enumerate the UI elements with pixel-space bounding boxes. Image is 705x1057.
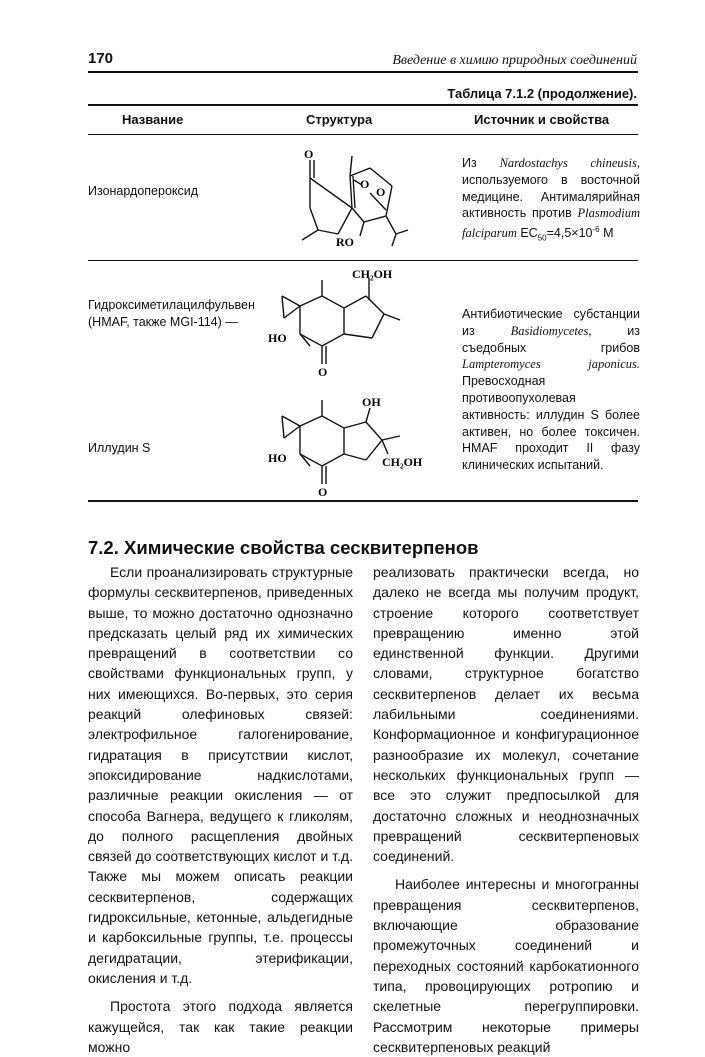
oh-label: OH [362, 395, 381, 409]
organism-name: Plasmodium falciparum [462, 206, 640, 241]
table-header-structure: Структура [306, 112, 373, 127]
paragraph: Если проанализировать структурные формулы сесквитерпенов, приведенных выше, то можно достаточно однозначно предсказать целый ряд их химических превращений в соответствии со свойствами функциональных групп, у них имеющихся. Во-первых, это серия реакций олефиновых связей: электрофильное галогенирование, гидратация в присутствии кислот, эпоксидирование надкислотами, различные реакции окисления — от способа Вагнера, ведущего к гликолям, до полного расщепления двойных связей до соответствующих кислот и т.д. Также мы можем описать реакции сесквитерпенов, содержащих гидроксильные, кетонные, альдегидные и карбоксильные группы, т.е. процессы дегидратации, этерификации, окисления и т.д. [88, 564, 353, 986]
peroxide-o1: O [360, 177, 370, 191]
paragraph: Наиболее интересны и многогранны превращения сесквитерпенов, включающие образование промежуточных соединений и переходных состояний карбокатионного типа, провоцирующих ротропию и скелетные перегруппировки. Рассмотрим некоторые примеры сесквитерпеновых реакций [373, 876, 639, 1055]
oxo-label: O [304, 147, 314, 161]
table-bottom-rule [88, 500, 638, 502]
paragraph: Простота этого подхода является кажущейся, так как такие реакции можно [88, 998, 353, 1055]
table-header-rule [88, 134, 638, 135]
table-row-name: Изонардопероксид [88, 184, 199, 198]
section-title: 7.2. Химические свойства сесквитерпенов [88, 537, 479, 558]
ro-label: RO [336, 235, 354, 249]
peroxide-o2: O [376, 185, 386, 199]
table-caption: Таблица 7.1.2 (продолжение). [447, 86, 637, 101]
hmaf-structure [262, 268, 412, 378]
ho-label: HO [268, 451, 287, 465]
species-name: Nardostachys chineusis, [499, 156, 640, 170]
source-text: M [599, 226, 614, 241]
isonardoperoxide-structure [280, 140, 420, 252]
table-row-rule [88, 260, 638, 261]
source-text: EC [516, 226, 538, 241]
species-name: Lampteromyces japonicus. [462, 357, 640, 372]
text-column-left [88, 562, 353, 1057]
header-rule [88, 71, 638, 73]
source-text: из съедобных грибов [462, 323, 641, 355]
source-text: Антибиотические субстанции из [462, 307, 640, 338]
ketone-o-label: O [318, 365, 328, 378]
paragraph: реализовать практически всегда, но далеко не всегда мы получим продукт, строение которого соответствует превращению именно этой единственной функции. Другими словами, структурное богатство сесквитерпенов делает их весьма лабильными соединениями. Конформационное и конфигурационное разнообразие их молекул, сочетание нескольких функциональных групп — все это служит предпосылкой для достаточно сложных и неоднозначных превращений сесквитерпеновых соединений. [373, 564, 639, 865]
table-row-name: Иллудин S [88, 441, 151, 455]
ch2oh-label: CH₂OH [382, 455, 423, 469]
subscript: 50 [537, 233, 547, 243]
running-title: Введение в химию природных соединений [392, 53, 637, 68]
source-text: Из [462, 156, 500, 170]
ch2oh-label: CH₂OH [352, 268, 393, 281]
source-text: используемого в восточной медицине. Антималярийная активность против [462, 172, 640, 221]
fungi-name: Basidiomycetes, [510, 323, 592, 338]
superscript: -6 [592, 225, 600, 235]
page-number: 170 [88, 50, 114, 67]
table-row-name: Гидроксиметилацилфульвен (HMAF, также MGI-114) — [88, 298, 255, 329]
table-header-source: Источник и свойства [474, 112, 610, 127]
text-column-right [373, 562, 639, 1057]
table-header-name: Название [122, 112, 184, 127]
ho-label: HO [268, 331, 287, 345]
table-row-source [462, 155, 640, 248]
table-top-rule [88, 104, 638, 106]
source-text: =4,5×10 [546, 226, 593, 241]
source-text: Превосходная противоопухолевая активность: иллудин S более активен, но более токсичен. HMAF проходит II фазу клинических испытаний. [462, 374, 640, 473]
illudin-s-structure [262, 392, 432, 500]
table-shared-source [462, 306, 640, 474]
ketone-o-label: O [318, 485, 328, 499]
